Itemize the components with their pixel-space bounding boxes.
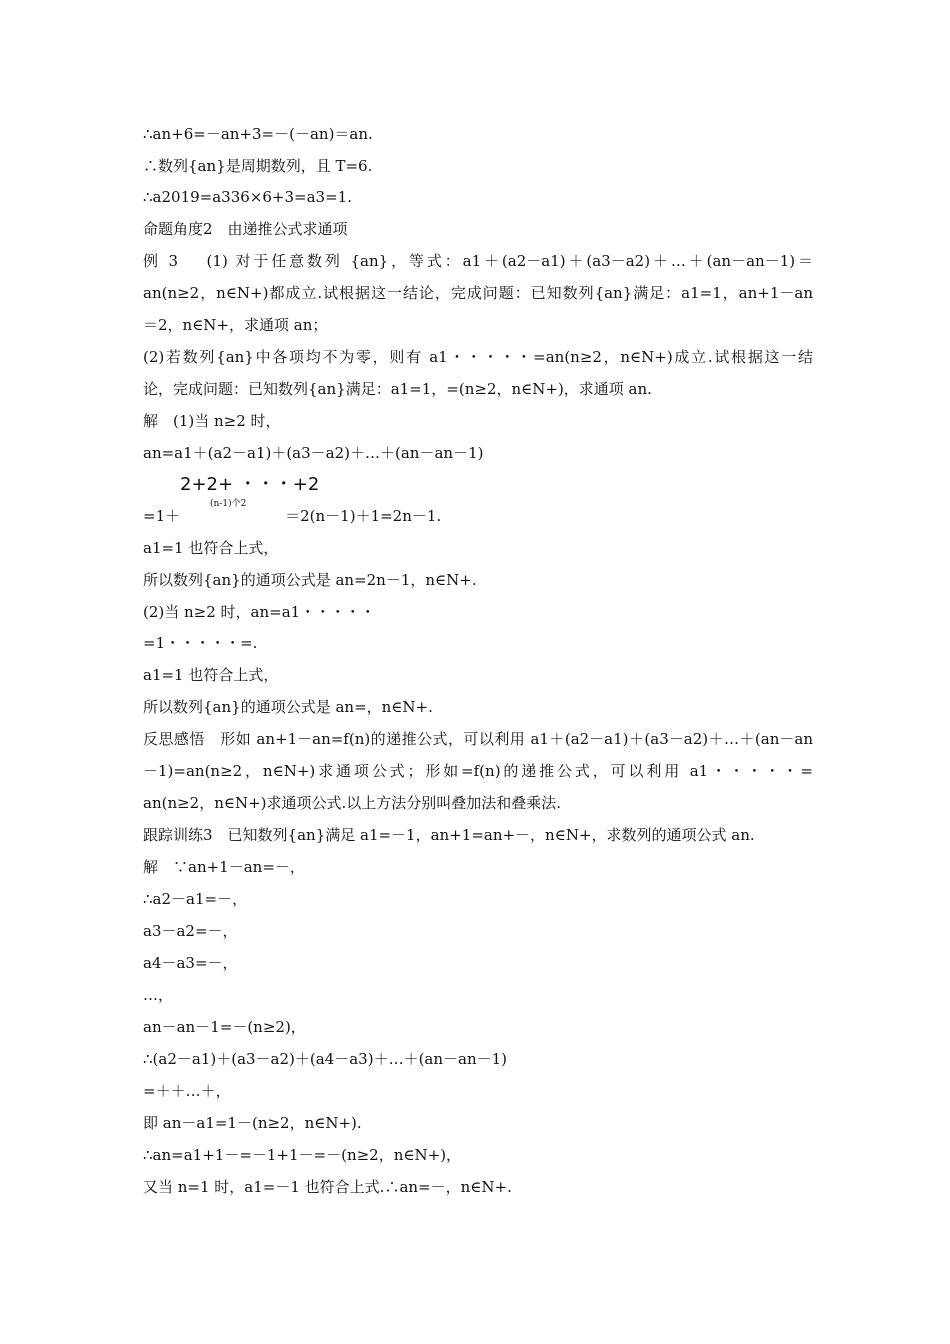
underbrace-count: (n-1)个2 (210, 499, 247, 509)
text-line: an(n≥2，n∈N+)求通项公式.以上方法分别叫叠加法和叠乘法. (143, 794, 562, 812)
text-line: 解 ∵an+1－an=－， (143, 858, 305, 876)
text-line: =1＋ ＝2(n－1)＋1=2n－1. (143, 507, 442, 525)
text-line: －1)=an(n≥2，n∈N+)求通项公式；形如=f(n)的递推公式，可以利用 a1・・・・・= (143, 762, 813, 780)
text-line: an－an－1=－(n≥2)， (143, 1018, 306, 1036)
text-line: a1=1 也符合上式， (143, 539, 279, 557)
text-line: (2)若数列{an}中各项均不为零，则有 a1・・・・・=an(n≥2，n∈N+)成立.试根据这一结 (143, 348, 813, 366)
text-line: ∴(a2－a1)＋(a3－a2)＋(a4－a3)＋…＋(an－an－1) (143, 1050, 508, 1068)
text-line: 命题角度2 由递推公式求通项 (143, 220, 348, 238)
text-line: an=a1＋(a2－a1)＋(a3－a2)＋…＋(an－an－1) (143, 444, 484, 462)
text-line: ∴an=a1+1－=－1+1－=－(n≥2，n∈N+)， (143, 1146, 462, 1164)
underbrace-terms: 2+2+ ・・・+2 (180, 474, 320, 495)
text-line: =1・・・・・=. (143, 634, 258, 652)
text-line: 跟踪训练3 已知数列{an}满足 a1=－1，an+1=an+－，n∈N+，求数列的通项公式 an. (143, 826, 755, 844)
text-line: 所以数列{an}的通项公式是 an=2n－1，n∈N+. (143, 571, 477, 589)
text-line: 论，完成问题：已知数列{an}满足：a1=1，=(n≥2，n∈N+)，求通项 an. (143, 380, 652, 398)
text-line: a3－a2=－， (143, 922, 238, 940)
text-line: ∴a2019=a336×6+3=a3=1. (143, 188, 352, 206)
text-line: 即 an－a1=1－(n≥2，n∈N+). (143, 1114, 362, 1132)
text-line: (2)当 n≥2 时，an=a1・・・・・ (143, 603, 376, 621)
underbrace-sum (180, 474, 320, 514)
text-line: ∴数列{an}是周期数列，且 T=6. (143, 157, 373, 175)
text-line: 例 3 (1) 对于任意数列 {an}，等式：a1＋(a2－a1)＋(a3－a2)＋…＋(an－an－1)＝ (143, 252, 813, 270)
text-line: 反思感悟 形如 an+1－an=f(n)的递推公式，可以利用 a1＋(a2－a1)＋(a3－a2)＋…＋(an－an (143, 730, 813, 748)
text-line: 所以数列{an}的通项公式是 an=，n∈N+. (143, 698, 433, 716)
text-line: a4－a3=－， (143, 954, 238, 972)
text-line: ∴an+6=－an+3=－(－an)＝an. (143, 125, 373, 143)
text-line: 又当 n=1 时，a1=－1 也符合上式.∴an=－，n∈N+. (143, 1178, 512, 1196)
text-line: 解 (1)当 n≥2 时， (143, 412, 281, 430)
text-line: ＝2，n∈N+，求通项 an； (143, 316, 328, 334)
text-line: …， (143, 986, 174, 1004)
text-line: ∴a2－a1=－， (143, 890, 248, 908)
text-line: an(n≥2，n∈N+)都成立.试根据这一结论，完成问题：已知数列{an}满足：a1=1，an+1－an (143, 284, 813, 302)
text-line: =＋＋…＋， (143, 1082, 231, 1100)
text-line: a1=1 也符合上式， (143, 666, 279, 684)
